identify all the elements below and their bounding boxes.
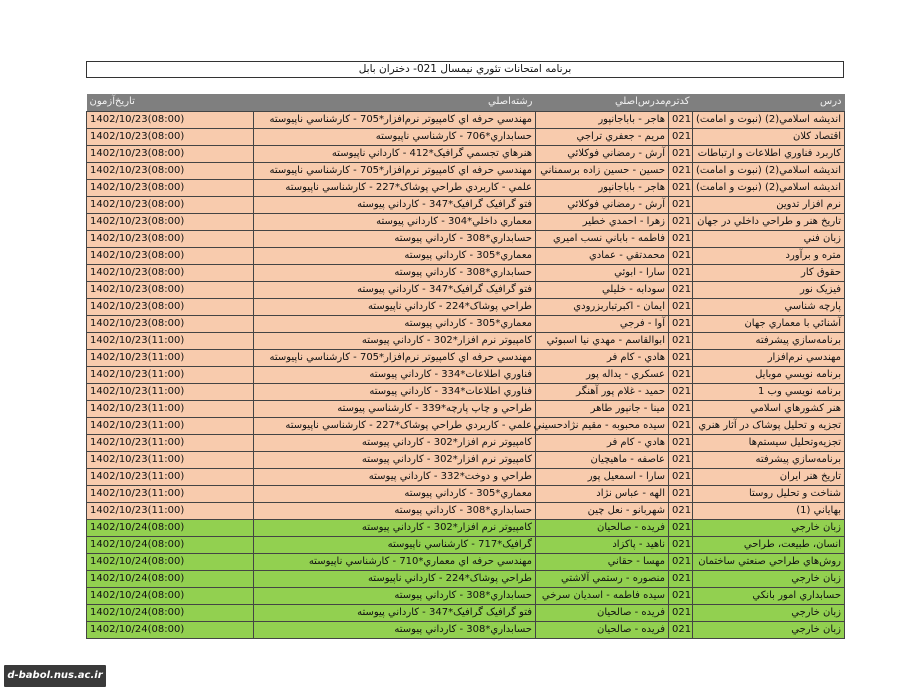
cell-course: زبان خارجي: [693, 519, 845, 536]
cell-teacher: آوا - فرجي: [536, 315, 669, 332]
cell-field: مهندسي حرفه اي معماري*710 - کارشناسي ناپيوسته: [254, 553, 536, 570]
cell-course: هنر کشورهاي اسلامي: [693, 400, 845, 417]
table-row: [87, 451, 845, 468]
cell-date: 1402/10/23(08:00): [87, 162, 254, 179]
table-row: [87, 553, 845, 570]
cell-course: برنامه‌سازي پيشرفته: [693, 332, 845, 349]
cell-field: کامپيوتر نرم افزار*302 - کارداني پيوسته: [254, 434, 536, 451]
cell-code: 021: [669, 621, 693, 638]
cell-field: حسابداري*706 - کارشناسي ناپيوسته: [254, 128, 536, 145]
cell-code: 021: [669, 468, 693, 485]
cell-teacher: فريده - صالحيان: [536, 604, 669, 621]
cell-code: 021: [669, 298, 693, 315]
table-row: [87, 196, 845, 213]
table-row: [87, 502, 845, 519]
cell-field: مهندسي حرفه اي کامپيوتر نرم‌افزار*705 - کارشناسي ناپيوسته: [254, 111, 536, 128]
cell-teacher: آرش - رمضاني فوکلائي: [536, 196, 669, 213]
cell-course: انديشه اسلامي(2) (نبوت و امامت): [693, 179, 845, 196]
table-row: [87, 162, 845, 179]
cell-field: فناوري اطلاعات*334 - کارداني پيوسته: [254, 366, 536, 383]
cell-date: 1402/10/24(08:00): [87, 570, 254, 587]
table-row: [87, 536, 845, 553]
cell-date: 1402/10/23(11:00): [87, 502, 254, 519]
cell-code: 021: [669, 281, 693, 298]
cell-course: زبان خارجي: [693, 621, 845, 638]
cell-teacher: مينا - جانپور طاهر: [536, 400, 669, 417]
cell-date: 1402/10/23(08:00): [87, 298, 254, 315]
cell-teacher: عاصفه - ماهيچيان: [536, 451, 669, 468]
table-row: [87, 570, 845, 587]
cell-course: انديشه اسلامي(2) (نبوت و امامت): [693, 162, 845, 179]
cell-teacher: فريده - صالحيان: [536, 621, 669, 638]
cell-course: زبان فني: [693, 230, 845, 247]
cell-field: طراحي و دوخت*332 - کارداني پيوسته: [254, 468, 536, 485]
cell-teacher: محمدتقي - عمادي: [536, 247, 669, 264]
cell-date: 1402/10/23(08:00): [87, 315, 254, 332]
cell-date: 1402/10/23(08:00): [87, 128, 254, 145]
cell-field: معماري*305 - کارداني پيوسته: [254, 247, 536, 264]
cell-field: کامپيوتر نرم افزار*302 - کارداني پيوسته: [254, 451, 536, 468]
cell-code: 021: [669, 247, 693, 264]
table-row: [87, 128, 845, 145]
cell-code: 021: [669, 519, 693, 536]
cell-date: 1402/10/24(08:00): [87, 536, 254, 553]
cell-code: 021: [669, 587, 693, 604]
cell-course: زبان خارجي: [693, 604, 845, 621]
cell-code: 021: [669, 230, 693, 247]
cell-date: 1402/10/23(11:00): [87, 417, 254, 434]
cell-code: 021: [669, 264, 693, 281]
cell-date: 1402/10/23(08:00): [87, 230, 254, 247]
cell-teacher: هاجر - باباجانپور: [536, 179, 669, 196]
cell-course: تاريخ هنر ايران: [693, 468, 845, 485]
cell-field: علمي - کاربردي طراحي پوشاک*227 - کارشناسي ناپيوسته: [254, 179, 536, 196]
cell-field: طراحي پوشاک*224 - کارداني ناپيوسته: [254, 298, 536, 315]
cell-field: فناوري اطلاعات*334 - کارداني پيوسته: [254, 383, 536, 400]
cell-field: معماري*305 - کارداني پيوسته: [254, 315, 536, 332]
table-row: [87, 213, 845, 230]
cell-date: 1402/10/23(08:00): [87, 281, 254, 298]
table-row: [87, 145, 845, 162]
cell-code: 021: [669, 604, 693, 621]
table-row: [87, 281, 845, 298]
cell-teacher: سارا - ابوئي: [536, 264, 669, 281]
cell-field: حسابداري*308 - کارداني پيوسته: [254, 621, 536, 638]
cell-code: 021: [669, 145, 693, 162]
table-body: [87, 111, 845, 638]
table-row: [87, 587, 845, 604]
cell-teacher: ابوالقاسم - مهدي نيا اسبوئي: [536, 332, 669, 349]
cell-code: 021: [669, 162, 693, 179]
cell-date: 1402/10/24(08:00): [87, 519, 254, 536]
cell-code: 021: [669, 485, 693, 502]
table-row: [87, 485, 845, 502]
cell-code: 021: [669, 179, 693, 196]
cell-date: 1402/10/23(11:00): [87, 434, 254, 451]
table-row: [87, 468, 845, 485]
cell-code: 021: [669, 553, 693, 570]
cell-teacher: هاجر - باباجانپور: [536, 111, 669, 128]
cell-date: 1402/10/23(11:00): [87, 383, 254, 400]
cell-field: حسابداري*308 - کارداني پيوسته: [254, 264, 536, 281]
cell-teacher: منصوره - رستمي آلاشتي: [536, 570, 669, 587]
cell-code: 021: [669, 315, 693, 332]
cell-field: حسابداري*308 - کارداني پيوسته: [254, 502, 536, 519]
cell-code: 021: [669, 383, 693, 400]
header-course: درس: [693, 94, 845, 111]
cell-teacher: آرش - رمضاني فوکلائي: [536, 145, 669, 162]
table-row: [87, 315, 845, 332]
cell-teacher: حسين - حسين زاده برسمناني: [536, 162, 669, 179]
cell-code: 021: [669, 451, 693, 468]
cell-course: تاريخ هنر و طراحي داخلي در جهان: [693, 213, 845, 230]
cell-code: 021: [669, 111, 693, 128]
table-row: [87, 349, 845, 366]
cell-code: 021: [669, 349, 693, 366]
cell-code: 021: [669, 196, 693, 213]
cell-teacher: هادي - کام فر: [536, 434, 669, 451]
cell-course: نرم افزار تدوين: [693, 196, 845, 213]
cell-course: حقوق کار: [693, 264, 845, 281]
cell-teacher: شهربانو - نعل چين: [536, 502, 669, 519]
cell-course: مهندسي نرم‌افزار: [693, 349, 845, 366]
cell-teacher: مهسا - حقاني: [536, 553, 669, 570]
cell-field: کامپيوتر نرم افزار*302 - کارداني پيوسته: [254, 519, 536, 536]
cell-teacher: هادي - کام فر: [536, 349, 669, 366]
cell-course: شناخت و تحليل روستا: [693, 485, 845, 502]
table-row: [87, 230, 845, 247]
cell-field: مهندسي حرفه اي کامپيوتر نرم‌افزار*705 - کارشناسي ناپيوسته: [254, 162, 536, 179]
cell-course: برنامه نويسي موبايل: [693, 366, 845, 383]
cell-code: 021: [669, 213, 693, 230]
cell-course: برنامه نويسي وب 1: [693, 383, 845, 400]
header-teacher: مدرس‌اصلي: [536, 94, 669, 111]
cell-course: حسابداري امور بانکي: [693, 587, 845, 604]
cell-teacher: ايمان - اکبرتباربزرودي: [536, 298, 669, 315]
cell-teacher: زهرا - احمدي خطير: [536, 213, 669, 230]
cell-teacher: حميد - غلام پور آهنگر: [536, 383, 669, 400]
table-row: [87, 332, 845, 349]
cell-date: 1402/10/23(11:00): [87, 451, 254, 468]
table-row: [87, 179, 845, 196]
site-logo[interactable]: d-babol.nus.ac.ir: [4, 665, 106, 687]
cell-teacher: فاطمه - باباني نسب اميري: [536, 230, 669, 247]
table-row: [87, 417, 845, 434]
header-field: رشته‌اصلي: [254, 94, 536, 111]
cell-course: انسان، طبيعت، طراحي: [693, 536, 845, 553]
cell-course: فيزيک نور: [693, 281, 845, 298]
table-row: [87, 247, 845, 264]
cell-course: برنامه‌سازي پيشرفته: [693, 451, 845, 468]
table-row: [87, 604, 845, 621]
cell-date: 1402/10/23(11:00): [87, 349, 254, 366]
cell-code: 021: [669, 332, 693, 349]
cell-course: تجزيه و تحليل پوشاک در آثار هنري: [693, 417, 845, 434]
cell-field: فتو گرافيک گرافيک*347 - کارداني پيوسته: [254, 196, 536, 213]
cell-field: معماري*305 - کارداني پيوسته: [254, 485, 536, 502]
exam-schedule-table: [86, 94, 845, 639]
table-row: [87, 400, 845, 417]
cell-code: 021: [669, 434, 693, 451]
table-row: [87, 366, 845, 383]
cell-field: فتو گرافيک گرافيک*347 - کارداني پيوسته: [254, 281, 536, 298]
cell-field: گرافيک*717 - کارشناسي ناپيوسته: [254, 536, 536, 553]
cell-course: متره و برآورد: [693, 247, 845, 264]
cell-teacher: فريده - صالحيان: [536, 519, 669, 536]
cell-date: 1402/10/23(11:00): [87, 400, 254, 417]
cell-date: 1402/10/23(08:00): [87, 213, 254, 230]
cell-field: معماري داخلي*304 - کارداني پيوسته: [254, 213, 536, 230]
cell-date: 1402/10/23(08:00): [87, 247, 254, 264]
cell-teacher: ناهيد - پاکزاد: [536, 536, 669, 553]
cell-date: 1402/10/24(08:00): [87, 604, 254, 621]
cell-teacher: سيده فاطمه - اسديان سرخي: [536, 587, 669, 604]
cell-field: حسابداري*308 - کارداني پيوسته: [254, 587, 536, 604]
cell-field: طراحي و چاپ پارچه*339 - کارشناسي پيوسته: [254, 400, 536, 417]
cell-code: 021: [669, 400, 693, 417]
cell-field: طراحي پوشاک*224 - کارداني ناپيوسته: [254, 570, 536, 587]
cell-code: 021: [669, 570, 693, 587]
cell-teacher: سيده محبوبه - مقيم نژادحسيني: [536, 417, 669, 434]
cell-date: 1402/10/24(08:00): [87, 587, 254, 604]
cell-course: تجزيه‌وتحليل سيستم‌ها: [693, 434, 845, 451]
cell-field: کامپيوتر نرم افزار*302 - کارداني پيوسته: [254, 332, 536, 349]
table-row: [87, 434, 845, 451]
cell-date: 1402/10/24(08:00): [87, 553, 254, 570]
cell-field: علمي - کاربردي طراحي پوشاک*227 - کارشناسي ناپيوسته: [254, 417, 536, 434]
cell-field: مهندسي حرفه اي کامپيوتر نرم‌افزار*705 - کارشناسي ناپيوسته: [254, 349, 536, 366]
cell-code: 021: [669, 502, 693, 519]
header-code: کدترم: [669, 94, 693, 111]
cell-course: بهاياني (1): [693, 502, 845, 519]
cell-course: پارچه شناسي: [693, 298, 845, 315]
page-title: برنامه امتحانات تئوري نيمسال 021- دختران بابل: [86, 61, 844, 78]
cell-course: آشنائي با معماري جهان: [693, 315, 845, 332]
cell-date: 1402/10/23(11:00): [87, 332, 254, 349]
table-row: [87, 383, 845, 400]
cell-field: هنرهاي تجسمي گرافيک*412 - کارداني ناپيوسته: [254, 145, 536, 162]
cell-date: 1402/10/23(11:00): [87, 485, 254, 502]
table-row: [87, 621, 845, 638]
cell-date: 1402/10/23(08:00): [87, 196, 254, 213]
cell-teacher: مريم - جعفري تراجي: [536, 128, 669, 145]
cell-date: 1402/10/23(08:00): [87, 264, 254, 281]
cell-date: 1402/10/23(08:00): [87, 179, 254, 196]
table-row: [87, 519, 845, 536]
cell-course: انديشه اسلامي(2) (نبوت و امامت): [693, 111, 845, 128]
cell-code: 021: [669, 417, 693, 434]
cell-course: روش‌هاي طراحي صنعتي ساختمان: [693, 553, 845, 570]
cell-course: اقتصاد کلان: [693, 128, 845, 145]
cell-field: فتو گرافيک گرافيک*347 - کارداني پيوسته: [254, 604, 536, 621]
cell-field: حسابداري*308 - کارداني پيوسته: [254, 230, 536, 247]
cell-date: 1402/10/24(08:00): [87, 621, 254, 638]
table-header-row: [87, 94, 845, 111]
cell-code: 021: [669, 536, 693, 553]
table-row: [87, 111, 845, 128]
cell-teacher: سودابه - خليلي: [536, 281, 669, 298]
cell-course: زبان خارجي: [693, 570, 845, 587]
cell-date: 1402/10/23(11:00): [87, 366, 254, 383]
header-date: تاريخ‌آزمون: [87, 94, 254, 111]
cell-teacher: سارا - اسمعيل پور: [536, 468, 669, 485]
cell-code: 021: [669, 128, 693, 145]
cell-date: 1402/10/23(11:00): [87, 468, 254, 485]
cell-course: کاربرد فناوري اطلاعات و ارتباطات: [693, 145, 845, 162]
cell-teacher: عسکري - يداله پور: [536, 366, 669, 383]
cell-teacher: الهه - عباس نژاد: [536, 485, 669, 502]
cell-date: 1402/10/23(08:00): [87, 111, 254, 128]
cell-code: 021: [669, 366, 693, 383]
table-row: [87, 264, 845, 281]
table-row: [87, 298, 845, 315]
cell-date: 1402/10/23(08:00): [87, 145, 254, 162]
